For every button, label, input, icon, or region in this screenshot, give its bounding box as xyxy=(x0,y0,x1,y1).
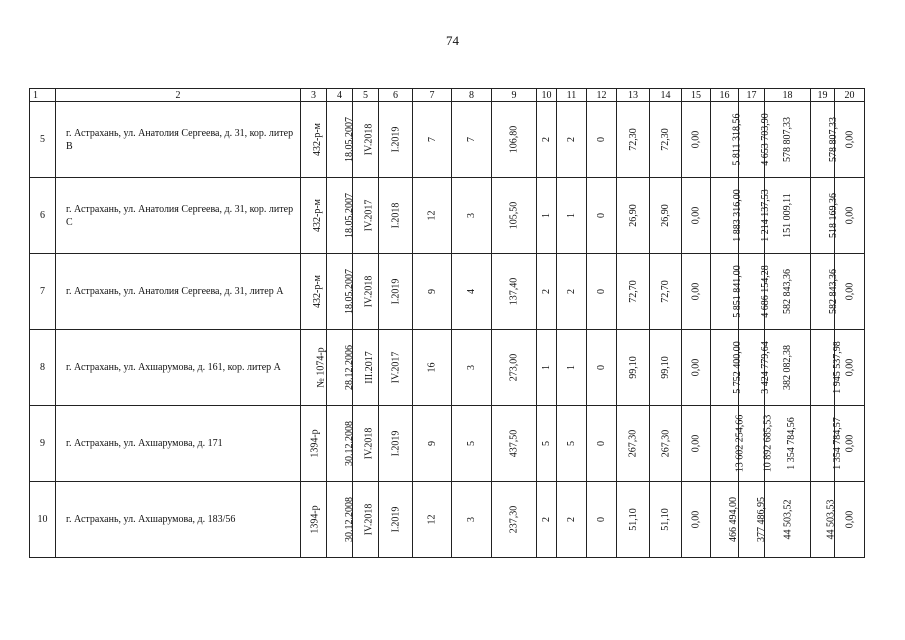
cell-value: 466 494,00 xyxy=(728,497,739,542)
table-cell-c18 xyxy=(765,254,811,330)
table-cell-c12 xyxy=(587,178,617,254)
table-cell-c11 xyxy=(557,330,587,406)
cell-value: 2 xyxy=(541,137,552,142)
cell-value: 0 xyxy=(596,289,607,294)
cell-value: 51,10 xyxy=(627,508,639,531)
cell-value: 432-р-м xyxy=(312,199,323,232)
column-number: 15 xyxy=(682,89,711,102)
cell-value: 2 xyxy=(566,289,577,294)
table-cell-c5 xyxy=(353,178,379,254)
table-body xyxy=(30,89,865,558)
cell-value: 99,10 xyxy=(627,356,639,379)
table-cell-c3 xyxy=(301,178,327,254)
cell-value: 0,00 xyxy=(844,282,855,301)
table-cell-c1: 8 xyxy=(30,330,56,406)
cell-value: 267,30 xyxy=(627,429,639,458)
table-cell-c11 xyxy=(557,406,587,482)
page-number: 74 xyxy=(446,33,459,48)
table-cell-c11 xyxy=(557,254,587,330)
column-number: 20 xyxy=(835,89,865,102)
cell-value: 582 843,36 xyxy=(828,269,839,314)
cell-value: 137,40 xyxy=(508,277,520,306)
cell-value: 5 xyxy=(566,441,577,446)
cell-value: 30.12.2008 xyxy=(344,421,355,466)
table-cell-c10 xyxy=(537,254,557,330)
table-cell-c20 xyxy=(835,102,865,178)
cell-value: 51,10 xyxy=(660,508,671,531)
table-cell-c10 xyxy=(537,330,557,406)
table-cell-c14 xyxy=(650,406,682,482)
table-cell-c6 xyxy=(379,482,413,558)
cell-value: 151 009,11 xyxy=(781,193,793,238)
table-cell-c12 xyxy=(587,406,617,482)
cell-value: 0,00 xyxy=(844,130,855,149)
cell-value: 18.05.2007 xyxy=(344,193,355,238)
column-number: 5 xyxy=(353,89,379,102)
table-cell-c8 xyxy=(452,102,492,178)
cell-value: 7 xyxy=(466,137,477,142)
table-cell-c5 xyxy=(353,254,379,330)
data-table xyxy=(29,88,865,558)
cell-value: 0,00 xyxy=(690,282,702,301)
table-cell-c9 xyxy=(492,406,537,482)
cell-value: IV.2017 xyxy=(363,199,375,232)
cell-value: 5 811 318,56 xyxy=(731,113,743,166)
table-cell-c2: г. Астрахань, ул. Ахшарумова, д. 171 xyxy=(56,406,301,482)
table-cell-c20 xyxy=(835,254,865,330)
table-row xyxy=(30,178,865,254)
table-cell-c3 xyxy=(301,482,327,558)
cell-value: 26,90 xyxy=(627,204,639,227)
column-number: 16 xyxy=(711,89,739,102)
table-cell-c10 xyxy=(537,178,557,254)
table-cell-c16 xyxy=(711,482,739,558)
cell-value: III.2017 xyxy=(363,351,375,384)
table-cell-c19 xyxy=(811,102,839,178)
cell-value: № 1074-р xyxy=(315,347,327,388)
table-row xyxy=(30,482,865,558)
table-cell-c16 xyxy=(711,406,746,482)
column-number: 19 xyxy=(811,89,835,102)
cell-value: 9 xyxy=(426,289,438,294)
cell-value: 0 xyxy=(596,365,607,370)
table-cell-c15 xyxy=(682,178,711,254)
cell-value: 7 xyxy=(426,137,438,142)
cell-value: I.2018 xyxy=(390,202,401,229)
cell-value: 1 883 316,00 xyxy=(731,189,743,242)
table-cell-c3 xyxy=(301,330,327,406)
table-cell-c8 xyxy=(452,254,492,330)
column-number: 2 xyxy=(56,89,301,102)
table-cell-c1: 9 xyxy=(30,406,56,482)
cell-value: 106,80 xyxy=(508,125,520,154)
cell-value: 2 xyxy=(541,289,552,294)
table-cell-c15 xyxy=(682,482,711,558)
cell-value: 0,00 xyxy=(690,434,702,453)
column-number: 17 xyxy=(739,89,765,102)
cell-value: 0,00 xyxy=(690,206,702,225)
cell-value: 28.12.2006 xyxy=(344,345,355,390)
table-cell-c7 xyxy=(413,254,452,330)
column-number: 10 xyxy=(537,89,557,102)
table-cell-c2: г. Астрахань, ул. Анатолия Сергеева, д. 31, литер А xyxy=(56,254,301,330)
table-cell-c16 xyxy=(711,330,743,406)
table-cell-c1: 6 xyxy=(30,178,56,254)
cell-value: IV.2018 xyxy=(363,123,375,156)
cell-value: 0,00 xyxy=(844,510,855,529)
table-cell-c2: г. Астрахань, ул. Анатолия Сергеева, д. 31, кор. литер С xyxy=(56,178,301,254)
table-cell-c13 xyxy=(617,102,650,178)
cell-value: 0,00 xyxy=(690,130,702,149)
cell-value: 3 xyxy=(466,517,477,522)
table-cell-c19 xyxy=(811,254,839,330)
cell-value: 13 602 254,66 xyxy=(734,414,746,473)
cell-value: I.2019 xyxy=(390,506,401,533)
cell-value: 578 807,33 xyxy=(782,117,793,162)
cell-value: 4 xyxy=(466,289,477,294)
column-number: 9 xyxy=(492,89,537,102)
table-cell-c8 xyxy=(452,482,492,558)
table-cell-c18 xyxy=(765,102,811,178)
column-number: 18 xyxy=(765,89,811,102)
table-cell-c12 xyxy=(587,254,617,330)
table-cell-c16 xyxy=(711,102,743,178)
table-cell-c6 xyxy=(379,330,413,406)
cell-value: 72,30 xyxy=(627,128,639,151)
table-cell-c19 xyxy=(811,482,835,558)
cell-value: 0,00 xyxy=(690,510,702,529)
table-row xyxy=(30,102,865,178)
table-cell-c15 xyxy=(682,102,711,178)
cell-value: 5 752 400,00 xyxy=(731,341,743,394)
cell-value: IV.2017 xyxy=(389,351,401,384)
table-cell-c9 xyxy=(492,178,537,254)
column-number-row xyxy=(30,89,865,102)
cell-value: 2 xyxy=(566,517,577,522)
table-cell-c20 xyxy=(835,482,865,558)
cell-value: IV.2018 xyxy=(363,503,375,536)
cell-value: 1394-р xyxy=(309,429,321,458)
table-cell-c6 xyxy=(379,102,413,178)
cell-value: 4 653 703,90 xyxy=(759,113,771,166)
table-cell-c5 xyxy=(353,482,379,558)
table-cell-c4 xyxy=(327,330,353,406)
cell-value: I.2019 xyxy=(390,430,401,457)
table-cell-c7 xyxy=(413,406,452,482)
table-cell-c4 xyxy=(327,406,353,482)
table-cell-c14 xyxy=(650,102,682,178)
table-cell-c8 xyxy=(452,330,492,406)
table-cell-c13 xyxy=(617,482,650,558)
table-cell-c7 xyxy=(413,102,452,178)
table-cell-c4 xyxy=(327,254,353,330)
cell-value: IV.2018 xyxy=(363,275,375,308)
cell-value: 9 xyxy=(426,441,438,446)
table-cell-c7 xyxy=(413,330,452,406)
table-cell-c13 xyxy=(617,406,650,482)
table-cell-c18 xyxy=(765,482,811,558)
table-cell-c19 xyxy=(811,178,839,254)
table-cell-c20 xyxy=(835,178,865,254)
column-number: 13 xyxy=(617,89,650,102)
cell-value: 1 945 537,98 xyxy=(831,341,843,394)
table-cell-c5 xyxy=(353,102,379,178)
table-row xyxy=(30,406,865,482)
table-cell-c11 xyxy=(557,482,587,558)
column-number: 7 xyxy=(413,89,452,102)
table-cell-c18 xyxy=(765,330,811,406)
column-number: 12 xyxy=(587,89,617,102)
table-cell-c6 xyxy=(379,254,413,330)
cell-value: 382 082,38 xyxy=(782,345,793,390)
cell-value: 5 851 841,00 xyxy=(731,265,743,318)
table-cell-c2: г. Астрахань, ул. Ахшарумова, д. 183/56 xyxy=(56,482,301,558)
table-cell-c19 xyxy=(811,330,843,406)
cell-value: 432-р-м xyxy=(312,123,323,156)
table-cell-c2: г. Астрахань, ул. Ахшарумова, д. 161, кор. литер А xyxy=(56,330,301,406)
table-cell-c14 xyxy=(650,254,682,330)
table-cell-c10 xyxy=(537,102,557,178)
table-cell-c1: 5 xyxy=(30,102,56,178)
cell-value: 0 xyxy=(596,137,607,142)
column-number: 4 xyxy=(327,89,353,102)
table-cell-c14 xyxy=(650,330,682,406)
cell-value: 0 xyxy=(596,213,607,218)
cell-value: 1 354 784,57 xyxy=(831,417,843,470)
table-cell-c19 xyxy=(811,406,843,482)
cell-value: 26,90 xyxy=(660,204,671,227)
table-cell-c9 xyxy=(492,482,537,558)
column-number: 11 xyxy=(557,89,587,102)
table-cell-c14 xyxy=(650,178,682,254)
table-cell-c3 xyxy=(301,102,327,178)
cell-value: 377 486,95 xyxy=(756,497,767,542)
table-cell-c14 xyxy=(650,482,682,558)
cell-value: 72,30 xyxy=(660,128,671,151)
table-cell-c16 xyxy=(711,254,743,330)
cell-value: I.2019 xyxy=(390,278,401,305)
cell-value: 1 xyxy=(541,365,552,370)
table-cell-c8 xyxy=(452,406,492,482)
table-cell-c10 xyxy=(537,482,557,558)
cell-value: 5 xyxy=(466,441,477,446)
cell-value: 3 xyxy=(466,365,477,370)
cell-value: 1 214 137,53 xyxy=(759,189,771,242)
cell-value: I.2019 xyxy=(390,126,401,153)
table-cell-c15 xyxy=(682,330,711,406)
cell-value: 44 503,53 xyxy=(825,499,837,540)
table-cell-c13 xyxy=(617,178,650,254)
cell-value: 237,30 xyxy=(508,505,520,534)
cell-value: 30.12.2008 xyxy=(344,497,355,542)
cell-value: 0,00 xyxy=(844,206,855,225)
cell-value: 582 843,36 xyxy=(782,269,793,314)
table-cell-c1: 10 xyxy=(30,482,56,558)
column-number: 3 xyxy=(301,89,327,102)
cell-value: 1 xyxy=(566,213,577,218)
cell-value: 273,00 xyxy=(508,353,520,382)
cell-value: 3 xyxy=(466,213,477,218)
table-cell-c4 xyxy=(327,482,353,558)
table-cell-c8 xyxy=(452,178,492,254)
cell-value: 3 424 779,64 xyxy=(759,341,771,394)
cell-value: 0 xyxy=(596,441,607,446)
cell-value: 18.05.2007 xyxy=(344,269,355,314)
cell-value: 0,00 xyxy=(844,358,855,377)
table-cell-c15 xyxy=(682,406,711,482)
cell-value: 0,00 xyxy=(690,358,702,377)
table-cell-c6 xyxy=(379,406,413,482)
table-cell-c15 xyxy=(682,254,711,330)
cell-value: 72,70 xyxy=(660,280,671,303)
cell-value: 0 xyxy=(596,517,607,522)
cell-value: 5 xyxy=(541,441,552,446)
table-cell-c18 xyxy=(765,178,811,254)
cell-value: 437,50 xyxy=(508,429,520,458)
table-cell-c3 xyxy=(301,406,327,482)
table-cell-c17 xyxy=(739,482,765,558)
cell-value: 432-р-м xyxy=(312,275,323,308)
table-cell-c6 xyxy=(379,178,413,254)
cell-value: 2 xyxy=(566,137,577,142)
cell-value: 44 503,52 xyxy=(782,499,793,540)
table-cell-c16 xyxy=(711,178,743,254)
table-cell-c1: 7 xyxy=(30,254,56,330)
table-cell-c3 xyxy=(301,254,327,330)
table-row xyxy=(30,330,865,406)
cell-value: 1 xyxy=(566,365,577,370)
cell-value: 18.05.2007 xyxy=(344,117,355,162)
cell-value: IV.2018 xyxy=(363,427,375,460)
cell-value: 99,10 xyxy=(660,356,671,379)
cell-value: 578 807,33 xyxy=(828,117,839,162)
cell-value: 12 xyxy=(426,210,438,221)
table-cell-c5 xyxy=(353,330,379,406)
cell-value: 1 xyxy=(541,213,552,218)
cell-value: 16 xyxy=(426,362,438,373)
cell-value: 518 169,36 xyxy=(828,193,839,238)
table-cell-c9 xyxy=(492,102,537,178)
table-cell-c11 xyxy=(557,178,587,254)
cell-value: 105,50 xyxy=(508,201,520,230)
column-number: 8 xyxy=(452,89,492,102)
table-cell-c7 xyxy=(413,482,452,558)
table-cell-c9 xyxy=(492,330,537,406)
column-number: 1 xyxy=(30,89,56,102)
table-cell-c12 xyxy=(587,482,617,558)
cell-value: 1394-р xyxy=(309,505,321,534)
table-cell-c12 xyxy=(587,330,617,406)
cell-value: 2 xyxy=(541,517,552,522)
table-cell-c5 xyxy=(353,406,379,482)
table-cell-c13 xyxy=(617,330,650,406)
cell-value: 4 686 154,28 xyxy=(759,265,771,318)
cell-value: 1 354 784,56 xyxy=(785,417,797,470)
cell-value: 267,30 xyxy=(660,429,671,458)
table-cell-c4 xyxy=(327,178,353,254)
table-cell-c4 xyxy=(327,102,353,178)
table-cell-c9 xyxy=(492,254,537,330)
column-number: 6 xyxy=(379,89,413,102)
cell-value: 0,00 xyxy=(844,434,855,453)
table-cell-c7 xyxy=(413,178,452,254)
cell-value: 12 xyxy=(426,514,438,525)
table-row xyxy=(30,254,865,330)
column-number: 14 xyxy=(650,89,682,102)
table-cell-c2: г. Астрахань, ул. Анатолия Сергеева, д. 31, кор. литер В xyxy=(56,102,301,178)
cell-value: 10 892 685,53 xyxy=(762,414,774,473)
table-cell-c10 xyxy=(537,406,557,482)
table-cell-c13 xyxy=(617,254,650,330)
table-cell-c11 xyxy=(557,102,587,178)
cell-value: 72,70 xyxy=(627,280,639,303)
table-cell-c12 xyxy=(587,102,617,178)
